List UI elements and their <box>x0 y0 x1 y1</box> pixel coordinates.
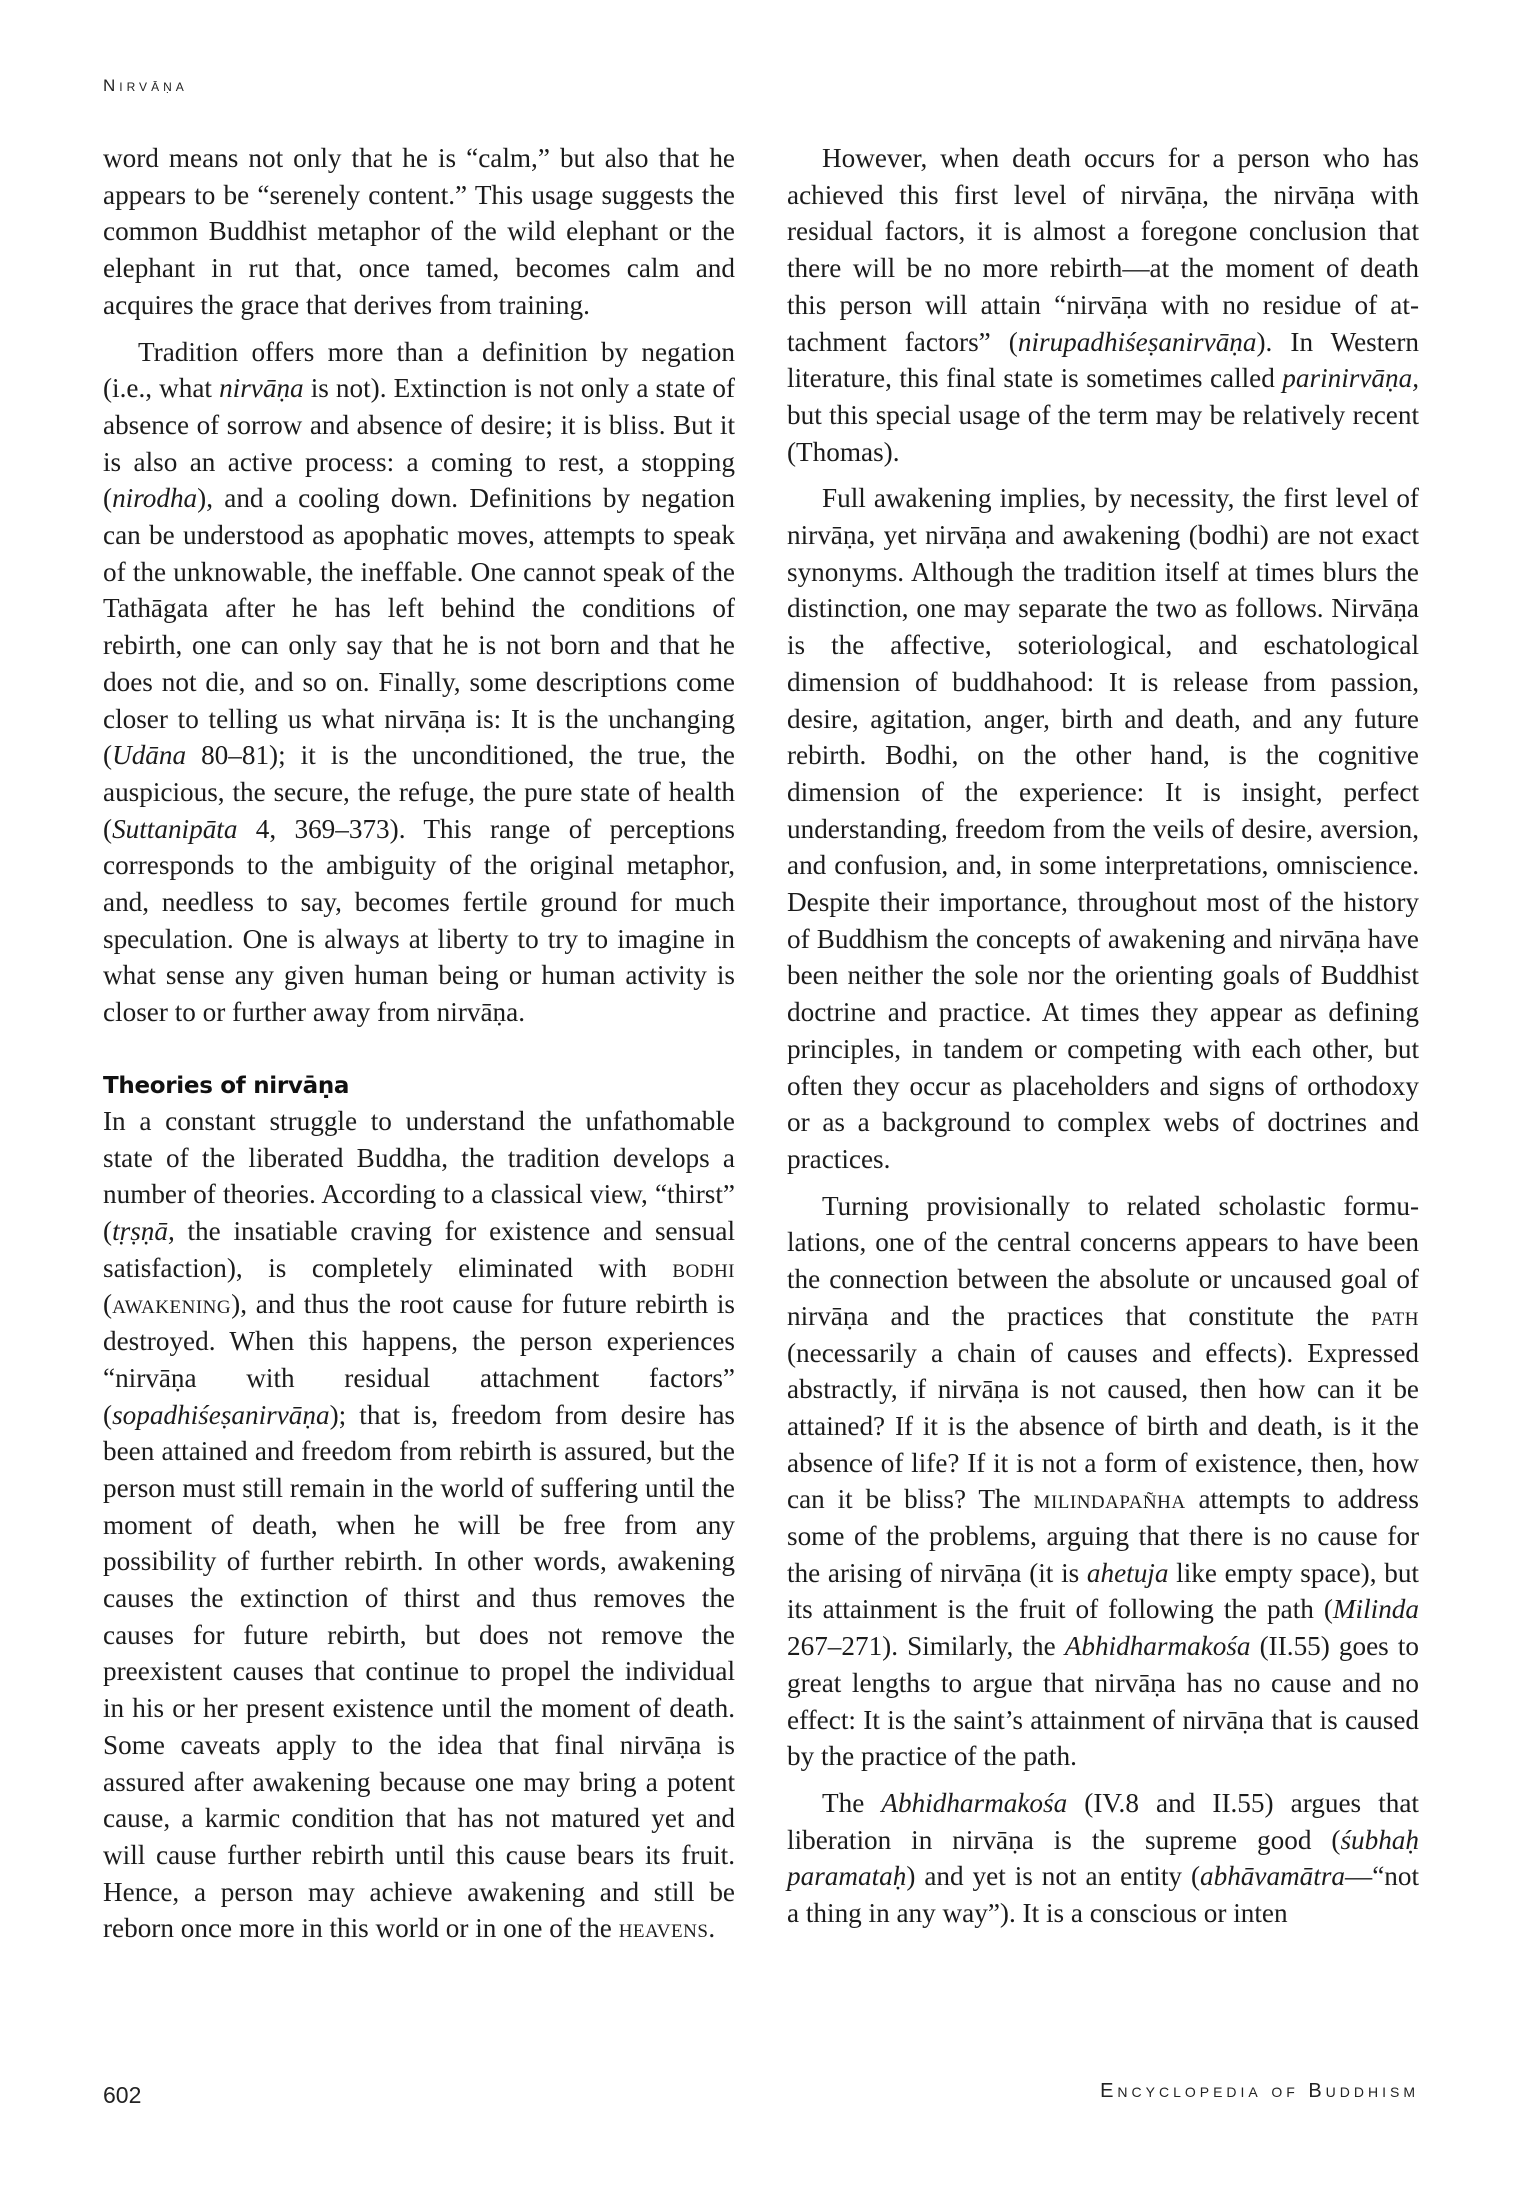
italic-term: Udāna <box>112 740 187 771</box>
cross-reference: awakening <box>112 1289 232 1320</box>
text-run: ); that is, freedom from desire has been attained and freedom from rebirth is assured, but the person must still remain in the world of suffering until the moment of death, when he will be free from any possibility of further rebirth. In other words, awakening causes the extinction of thirst and thus removes the causes for future rebirth, but does not remove the preexistent causes that continue to propel the individual in his or her present existence until the moment of death. Some caveats apply to the idea that final nirvāṇa is assured after awakening because one may bring a potent cause, a karmic condition that has not matured yet and will cause further rebirth until this cause bears its fruit. Hence, a person may achieve awakening and still be reborn once more in this world or in one of the <box>103 1399 735 1944</box>
running-head: Nirvāṇa <box>103 76 188 95</box>
text-run: 80–81); it is the unconditioned, the true, the auspicious, the secure, the refuge, the pure state of health ( <box>103 740 735 844</box>
section-heading: Theories of nirvāṇa <box>103 1072 350 1099</box>
text-run: word means not only that he is “calm,” but also that he appears to be “serenely content.” This usage suggests the common Buddhist metaphor of the wild elephant or the elephant in rut that, once tamed, becomes calm and acquires the grace that derives from training. <box>103 143 735 320</box>
cross-reference: bodhi <box>672 1252 735 1283</box>
italic-term: śubhaḥ paramataḥ <box>787 1824 1419 1892</box>
page-number: 602 <box>103 2082 142 2108</box>
italic-term: nirvāṇa <box>219 373 304 404</box>
paragraph <box>787 1188 1419 1775</box>
text-run: like empty space), but its attainment is the fruit of following the path ( <box>787 1557 1419 1625</box>
text-run: 267–271). Similarly, the <box>787 1631 1065 1662</box>
italic-term: tṛṣṇā, <box>112 1215 175 1246</box>
italic-term: Abhidharmakośa <box>1064 1631 1251 1662</box>
text-run: (IV.8 and II.55) argues that liberation in nirvāṇa is the supreme good ( <box>787 1787 1419 1855</box>
paragraph <box>103 140 735 324</box>
cross-reference: milindapañha <box>1033 1484 1186 1515</box>
text-run: (necessarily a chain of causes and effects). Expressed abstractly, if nirvāṇa is not caused, then how can it be attained? If it is the absence of birth and death, is it the absence of life? If it is not a form of existence, then, how can it be bliss? The <box>787 1337 1419 1515</box>
text-run: Tradition offers more than a definition by negation (i.e., what <box>103 336 735 404</box>
text-run: attempts to address some of the problems, arguing that there is no cause for the arising of nirvāṇa (it is <box>787 1484 1419 1588</box>
text-run: In a constant struggle to understand the unfathomable state of the liberated Buddha, the tradition develops a number of theories. According to a classical view, “thirst” ( <box>103 1105 735 1246</box>
text-run: is not). Extinction is not only a state of absence of sorrow and absence of desire; it is bliss. But it is also an active process: a coming to rest, a stopping ( <box>103 373 735 514</box>
text-run: ) and yet is not an entity ( <box>906 1861 1200 1892</box>
paragraph <box>787 140 1419 470</box>
text-run: ). In Western literature, this final state is sometimes called <box>787 326 1420 394</box>
paragraph <box>103 1103 735 1947</box>
cross-reference: path <box>1371 1300 1419 1331</box>
italic-term: abhāvamātra <box>1200 1861 1345 1892</box>
text-run: —“not a thing in any way”). It is a conscious or inten <box>787 1861 1419 1929</box>
paragraph <box>787 1785 1419 1932</box>
paragraph <box>787 480 1419 1177</box>
text-run: but this special usage of the term may be relatively recent (Thomas). <box>787 399 1419 467</box>
paragraph <box>103 334 735 1031</box>
italic-term: nirodha <box>112 483 198 514</box>
italic-term: Suttanipāta <box>112 813 238 844</box>
text-run: (II.55) goes to great lengths to argue that nirvāṇa has no cause and no effect: It is the saint’s attainment of nirvāṇa that is caused by the practice of the path. <box>787 1631 1420 1772</box>
text-run: the insatiable craving for existence and sensual satisfaction), is completely eliminated with <box>103 1215 735 1283</box>
italic-term: Abhidharmakośa <box>881 1787 1068 1818</box>
text-run: ), and a cooling down. Definitions by negation can be understood as apophatic moves, attempts to speak of the unknowable, the ineffable. One cannot speak of the Tathāgata after he has left behind the conditions of rebirth, one can only say that he is not born and that he does not die, and so on. Finally, some descriptions come closer to telling us what nirvāṇa is: It is the unchanging ( <box>103 483 735 771</box>
text-run: ), and thus the root cause for future rebirth is destroyed. When this happens, the person experiences “nirvāṇa with residual attachment factors” ( <box>103 1289 735 1430</box>
left-column <box>103 140 735 1957</box>
italic-term: ahetuja <box>1086 1557 1169 1588</box>
italic-term: Milinda <box>1332 1594 1419 1625</box>
italic-term: parinirvāṇa, <box>1282 363 1419 394</box>
cross-reference: heavens <box>618 1913 709 1944</box>
book-title: Encyclopedia of Buddhism <box>1100 2080 1419 2102</box>
text-run: . <box>708 1913 716 1944</box>
text-run: Full awakening implies, by necessity, the first level of nirvāṇa, yet nirvāṇa and awakening (bodhi) are not exact synonyms. Although the tradition itself at times blurs the distinction, one may separate the two as follows. Nirvāṇa is the affective, soteriological, and eschatological dimension of buddhahood: It is release from passion, desire, agitation, anger, birth and death, and any future rebirth. Bodhi, on the other hand, is the cognitive dimension of the experience: It is insight, perfect understanding, freedom from the veils of desire, aversion, and confusion, and, in some interpretations, omniscience. Despite their importance, throughout most of the history of Buddhism the concepts of awakening and nirvāṇa have been neither the sole nor the orienting goals of Buddhist doctrine and practice. At times they appear as defining principles, in tandem or competing with each other, but often they occur as placeholders and signs of orthodoxy or as a background to complex webs of doctrines and practices. <box>787 483 1419 1174</box>
text-run: 4, 369–373). This range of perceptions corresponds to the ambiguity of the original metaphor, and, needless to say, becomes fertile ground for much speculation. One is always at liberty to try to imagine in what sense any given human being or human activity is closer to or further away from nirvāṇa. <box>103 813 735 1028</box>
text-run: The <box>822 1787 882 1818</box>
right-column <box>787 140 1419 1942</box>
text-run: Turning provisionally to related scholastic formulations, one of the central concerns appears to have been the connection between the absolute or uncaused goal of nirvāṇa and the practices that constitute the <box>787 1190 1419 1331</box>
text-run: ( <box>103 1289 113 1320</box>
text-run: However, when death occurs for a person who has achieved this first level of nirvāṇa, the nirvāṇa with residual factors, it is almost a foregone conclusion that there will be no more rebirth—at the moment of death this person will attain “nirvāṇa with no residue of attachment factors” ( <box>787 143 1419 357</box>
italic-term: sopadhiśeṣanirvāṇa <box>112 1399 330 1430</box>
italic-term: nirupadhiśeṣanirvāṇa <box>1017 326 1257 357</box>
